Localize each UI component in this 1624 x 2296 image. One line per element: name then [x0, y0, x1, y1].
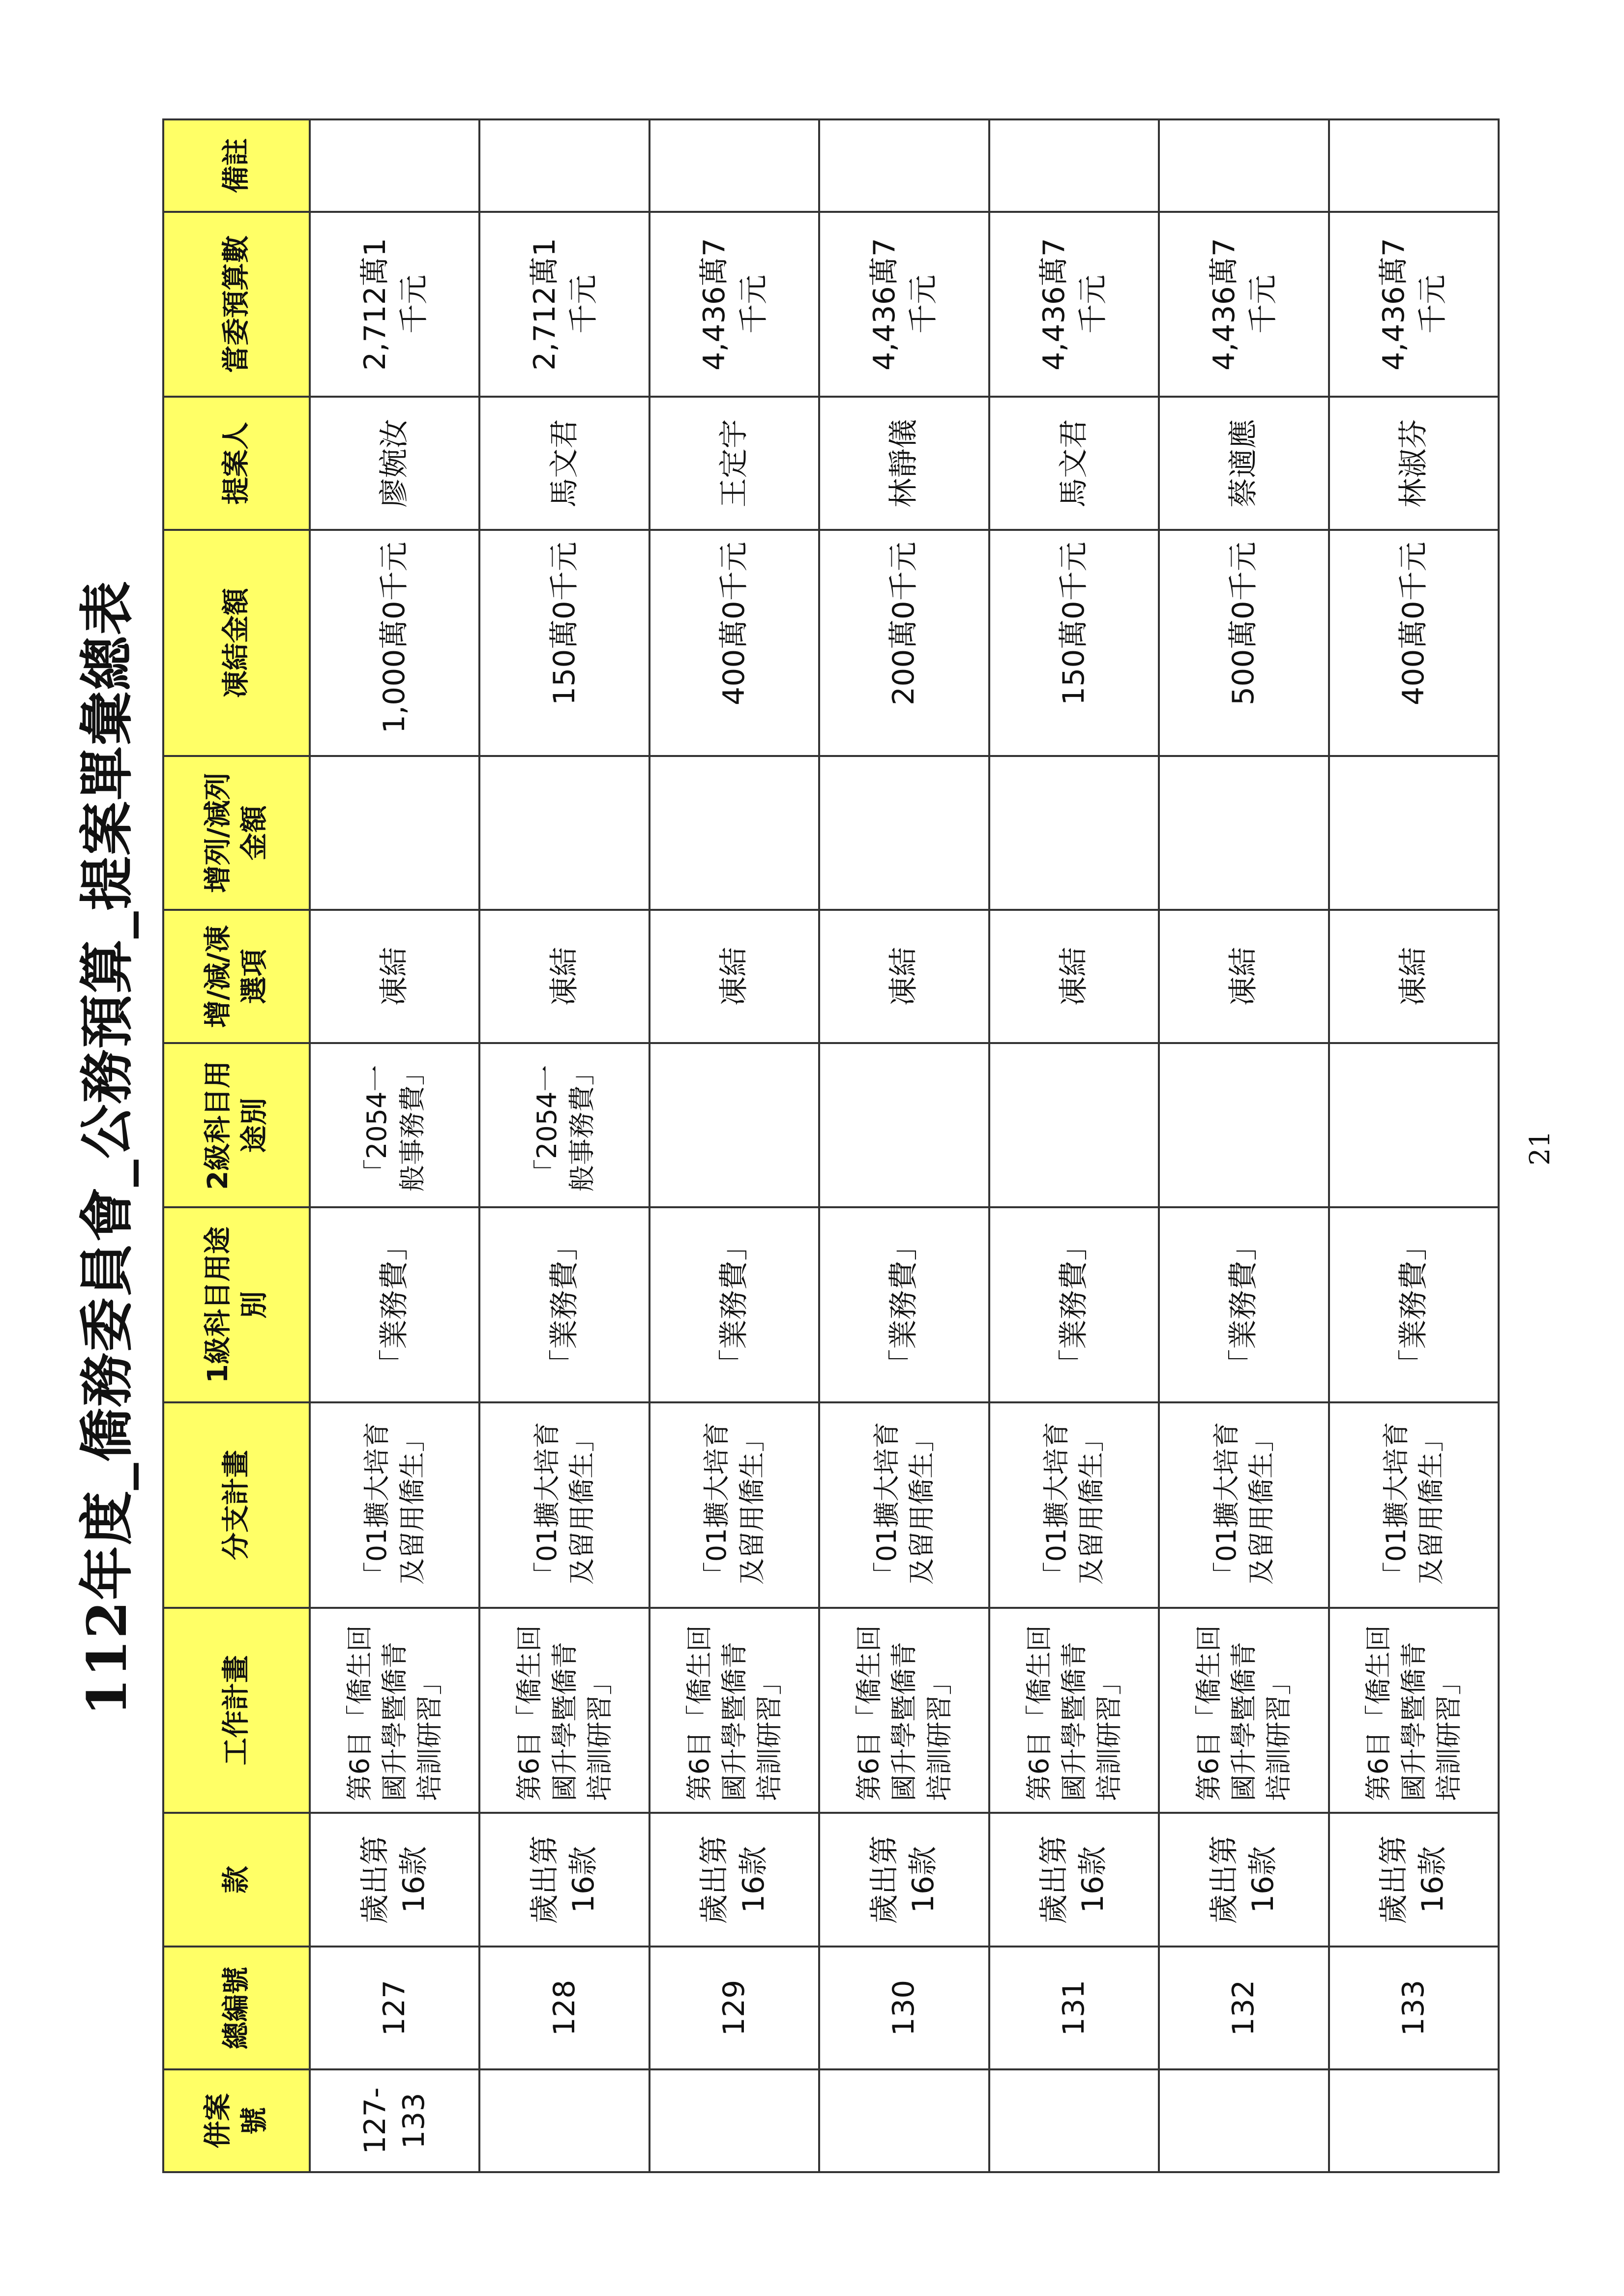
cell-merge-no	[479, 2069, 649, 2172]
cell-proposer: 林淑芬	[1329, 397, 1499, 530]
cell-work-plan: 第6目「僑生回國升學暨僑青培訓研習」	[479, 1608, 649, 1813]
cell-merge-no	[650, 2069, 819, 2172]
cell-level2-subject	[1329, 1043, 1499, 1207]
cell-committee-budget: 4,436萬7千元	[1329, 212, 1499, 397]
cell-work-plan: 第6目「僑生回國升學暨僑青培訓研習」	[650, 1608, 819, 1813]
cell-adjust-amount	[650, 756, 819, 910]
cell-kuan: 歲出第16款	[1329, 1813, 1499, 1946]
cell-frozen-amount: 200萬0千元	[819, 530, 989, 756]
cell-level1-subject: 「業務費」	[989, 1207, 1159, 1402]
cell-kuan: 歲出第16款	[310, 1813, 479, 1946]
header-merge-no: 併案號	[163, 2069, 310, 2172]
cell-merge-no	[1329, 2069, 1499, 2172]
proposal-summary-table	[162, 118, 1500, 2173]
cell-sub-plan: 「01擴大培育及留用僑生」	[1329, 1402, 1499, 1608]
header-option: 增/減/凍選項	[163, 910, 310, 1043]
cell-note	[479, 119, 649, 212]
table-header-row	[163, 119, 310, 2172]
cell-level2-subject	[650, 1043, 819, 1207]
cell-note	[819, 119, 989, 212]
cell-adjust-amount	[310, 756, 479, 910]
cell-level2-subject	[1159, 1043, 1329, 1207]
table-row	[650, 119, 819, 2172]
cell-kuan: 歲出第16款	[479, 1813, 649, 1946]
cell-level1-subject: 「業務費」	[819, 1207, 989, 1402]
cell-proposer: 廖婉汝	[310, 397, 479, 530]
cell-adjust-amount	[989, 756, 1159, 910]
header-frozen-amount: 凍結金額	[163, 530, 310, 756]
table-row	[479, 119, 649, 2172]
cell-committee-budget: 2,712萬1千元	[310, 212, 479, 397]
header-adjust-amount: 增列/減列金額	[163, 756, 310, 910]
cell-merge-no	[989, 2069, 1159, 2172]
cell-total-no: 130	[819, 1947, 989, 2070]
cell-kuan: 歲出第16款	[819, 1813, 989, 1946]
cell-level2-subject: 「2054一般事務費」	[479, 1043, 649, 1207]
header-proposer: 提案人	[163, 397, 310, 530]
cell-note	[1159, 119, 1329, 212]
cell-proposer: 馬文君	[989, 397, 1159, 530]
cell-committee-budget: 2,712萬1千元	[479, 212, 649, 397]
cell-proposer: 王定宇	[650, 397, 819, 530]
summary-table-wrapper	[162, 118, 1500, 2173]
cell-level1-subject: 「業務費」	[1329, 1207, 1499, 1402]
cell-merge-no	[1159, 2069, 1329, 2172]
document-title: 112年度_僑務委員會_公務預算_提案單彙總表	[75, 580, 139, 1716]
cell-option: 凍結	[989, 910, 1159, 1043]
cell-note	[989, 119, 1159, 212]
cell-sub-plan: 「01擴大培育及留用僑生」	[479, 1402, 649, 1608]
header-sub-plan: 分支計畫	[163, 1402, 310, 1608]
cell-frozen-amount: 400萬0千元	[650, 530, 819, 756]
header-work-plan: 工作計畫	[163, 1608, 310, 1813]
cell-level2-subject: 「2054一般事務費」	[310, 1043, 479, 1207]
table-row	[310, 119, 479, 2172]
cell-committee-budget: 4,436萬7千元	[819, 212, 989, 397]
cell-level2-subject	[819, 1043, 989, 1207]
cell-committee-budget: 4,436萬7千元	[650, 212, 819, 397]
cell-option: 凍結	[1329, 910, 1499, 1043]
cell-level1-subject: 「業務費」	[310, 1207, 479, 1402]
cell-kuan: 歲出第16款	[989, 1813, 1159, 1946]
cell-frozen-amount: 400萬0千元	[1329, 530, 1499, 756]
cell-level1-subject: 「業務費」	[1159, 1207, 1329, 1402]
table-row	[1329, 119, 1499, 2172]
cell-total-no: 128	[479, 1947, 649, 2070]
cell-sub-plan: 「01擴大培育及留用僑生」	[650, 1402, 819, 1608]
cell-note	[310, 119, 479, 212]
cell-committee-budget: 4,436萬7千元	[989, 212, 1159, 397]
cell-level2-subject	[989, 1043, 1159, 1207]
cell-committee-budget: 4,436萬7千元	[1159, 212, 1329, 397]
cell-adjust-amount	[1159, 756, 1329, 910]
cell-sub-plan: 「01擴大培育及留用僑生」	[1159, 1402, 1329, 1608]
cell-level1-subject: 「業務費」	[479, 1207, 649, 1402]
header-total-no: 總編號	[163, 1947, 310, 2070]
cell-work-plan: 第6目「僑生回國升學暨僑青培訓研習」	[819, 1608, 989, 1813]
table-row	[1159, 119, 1329, 2172]
header-committee-budget: 當委預算數	[163, 212, 310, 397]
header-note: 備註	[163, 119, 310, 212]
cell-frozen-amount: 150萬0千元	[989, 530, 1159, 756]
cell-merge-no: 127-133	[310, 2069, 479, 2172]
cell-adjust-amount	[479, 756, 649, 910]
cell-note	[1329, 119, 1499, 212]
cell-frozen-amount: 500萬0千元	[1159, 530, 1329, 756]
cell-work-plan: 第6目「僑生回國升學暨僑青培訓研習」	[310, 1608, 479, 1813]
cell-frozen-amount: 1,000萬0千元	[310, 530, 479, 756]
cell-proposer: 林靜儀	[819, 397, 989, 530]
cell-kuan: 歲出第16款	[1159, 1813, 1329, 1946]
cell-total-no: 127	[310, 1947, 479, 2070]
cell-level1-subject: 「業務費」	[650, 1207, 819, 1402]
cell-sub-plan: 「01擴大培育及留用僑生」	[819, 1402, 989, 1608]
cell-option: 凍結	[310, 910, 479, 1043]
cell-option: 凍結	[1159, 910, 1329, 1043]
cell-total-no: 129	[650, 1947, 819, 2070]
table-row	[989, 119, 1159, 2172]
cell-proposer: 馬文君	[479, 397, 649, 530]
cell-total-no: 133	[1329, 1947, 1499, 2070]
cell-total-no: 131	[989, 1947, 1159, 2070]
cell-kuan: 歲出第16款	[650, 1813, 819, 1946]
cell-note	[650, 119, 819, 212]
cell-adjust-amount	[1329, 756, 1499, 910]
header-level1-subject: 1級科目用途別	[163, 1207, 310, 1402]
cell-total-no: 132	[1159, 1947, 1329, 2070]
cell-option: 凍結	[650, 910, 819, 1043]
cell-frozen-amount: 150萬0千元	[479, 530, 649, 756]
table-row	[819, 119, 989, 2172]
cell-merge-no	[819, 2069, 989, 2172]
cell-adjust-amount	[819, 756, 989, 910]
page-number: 21	[1524, 1130, 1556, 1166]
cell-work-plan: 第6目「僑生回國升學暨僑青培訓研習」	[1329, 1608, 1499, 1813]
cell-work-plan: 第6目「僑生回國升學暨僑青培訓研習」	[989, 1608, 1159, 1813]
header-level2-subject: 2級科目用途別	[163, 1043, 310, 1207]
cell-option: 凍結	[479, 910, 649, 1043]
header-kuan: 款	[163, 1813, 310, 1946]
cell-work-plan: 第6目「僑生回國升學暨僑青培訓研習」	[1159, 1608, 1329, 1813]
cell-sub-plan: 「01擴大培育及留用僑生」	[310, 1402, 479, 1608]
cell-option: 凍結	[819, 910, 989, 1043]
cell-proposer: 蔡適應	[1159, 397, 1329, 530]
cell-sub-plan: 「01擴大培育及留用僑生」	[989, 1402, 1159, 1608]
